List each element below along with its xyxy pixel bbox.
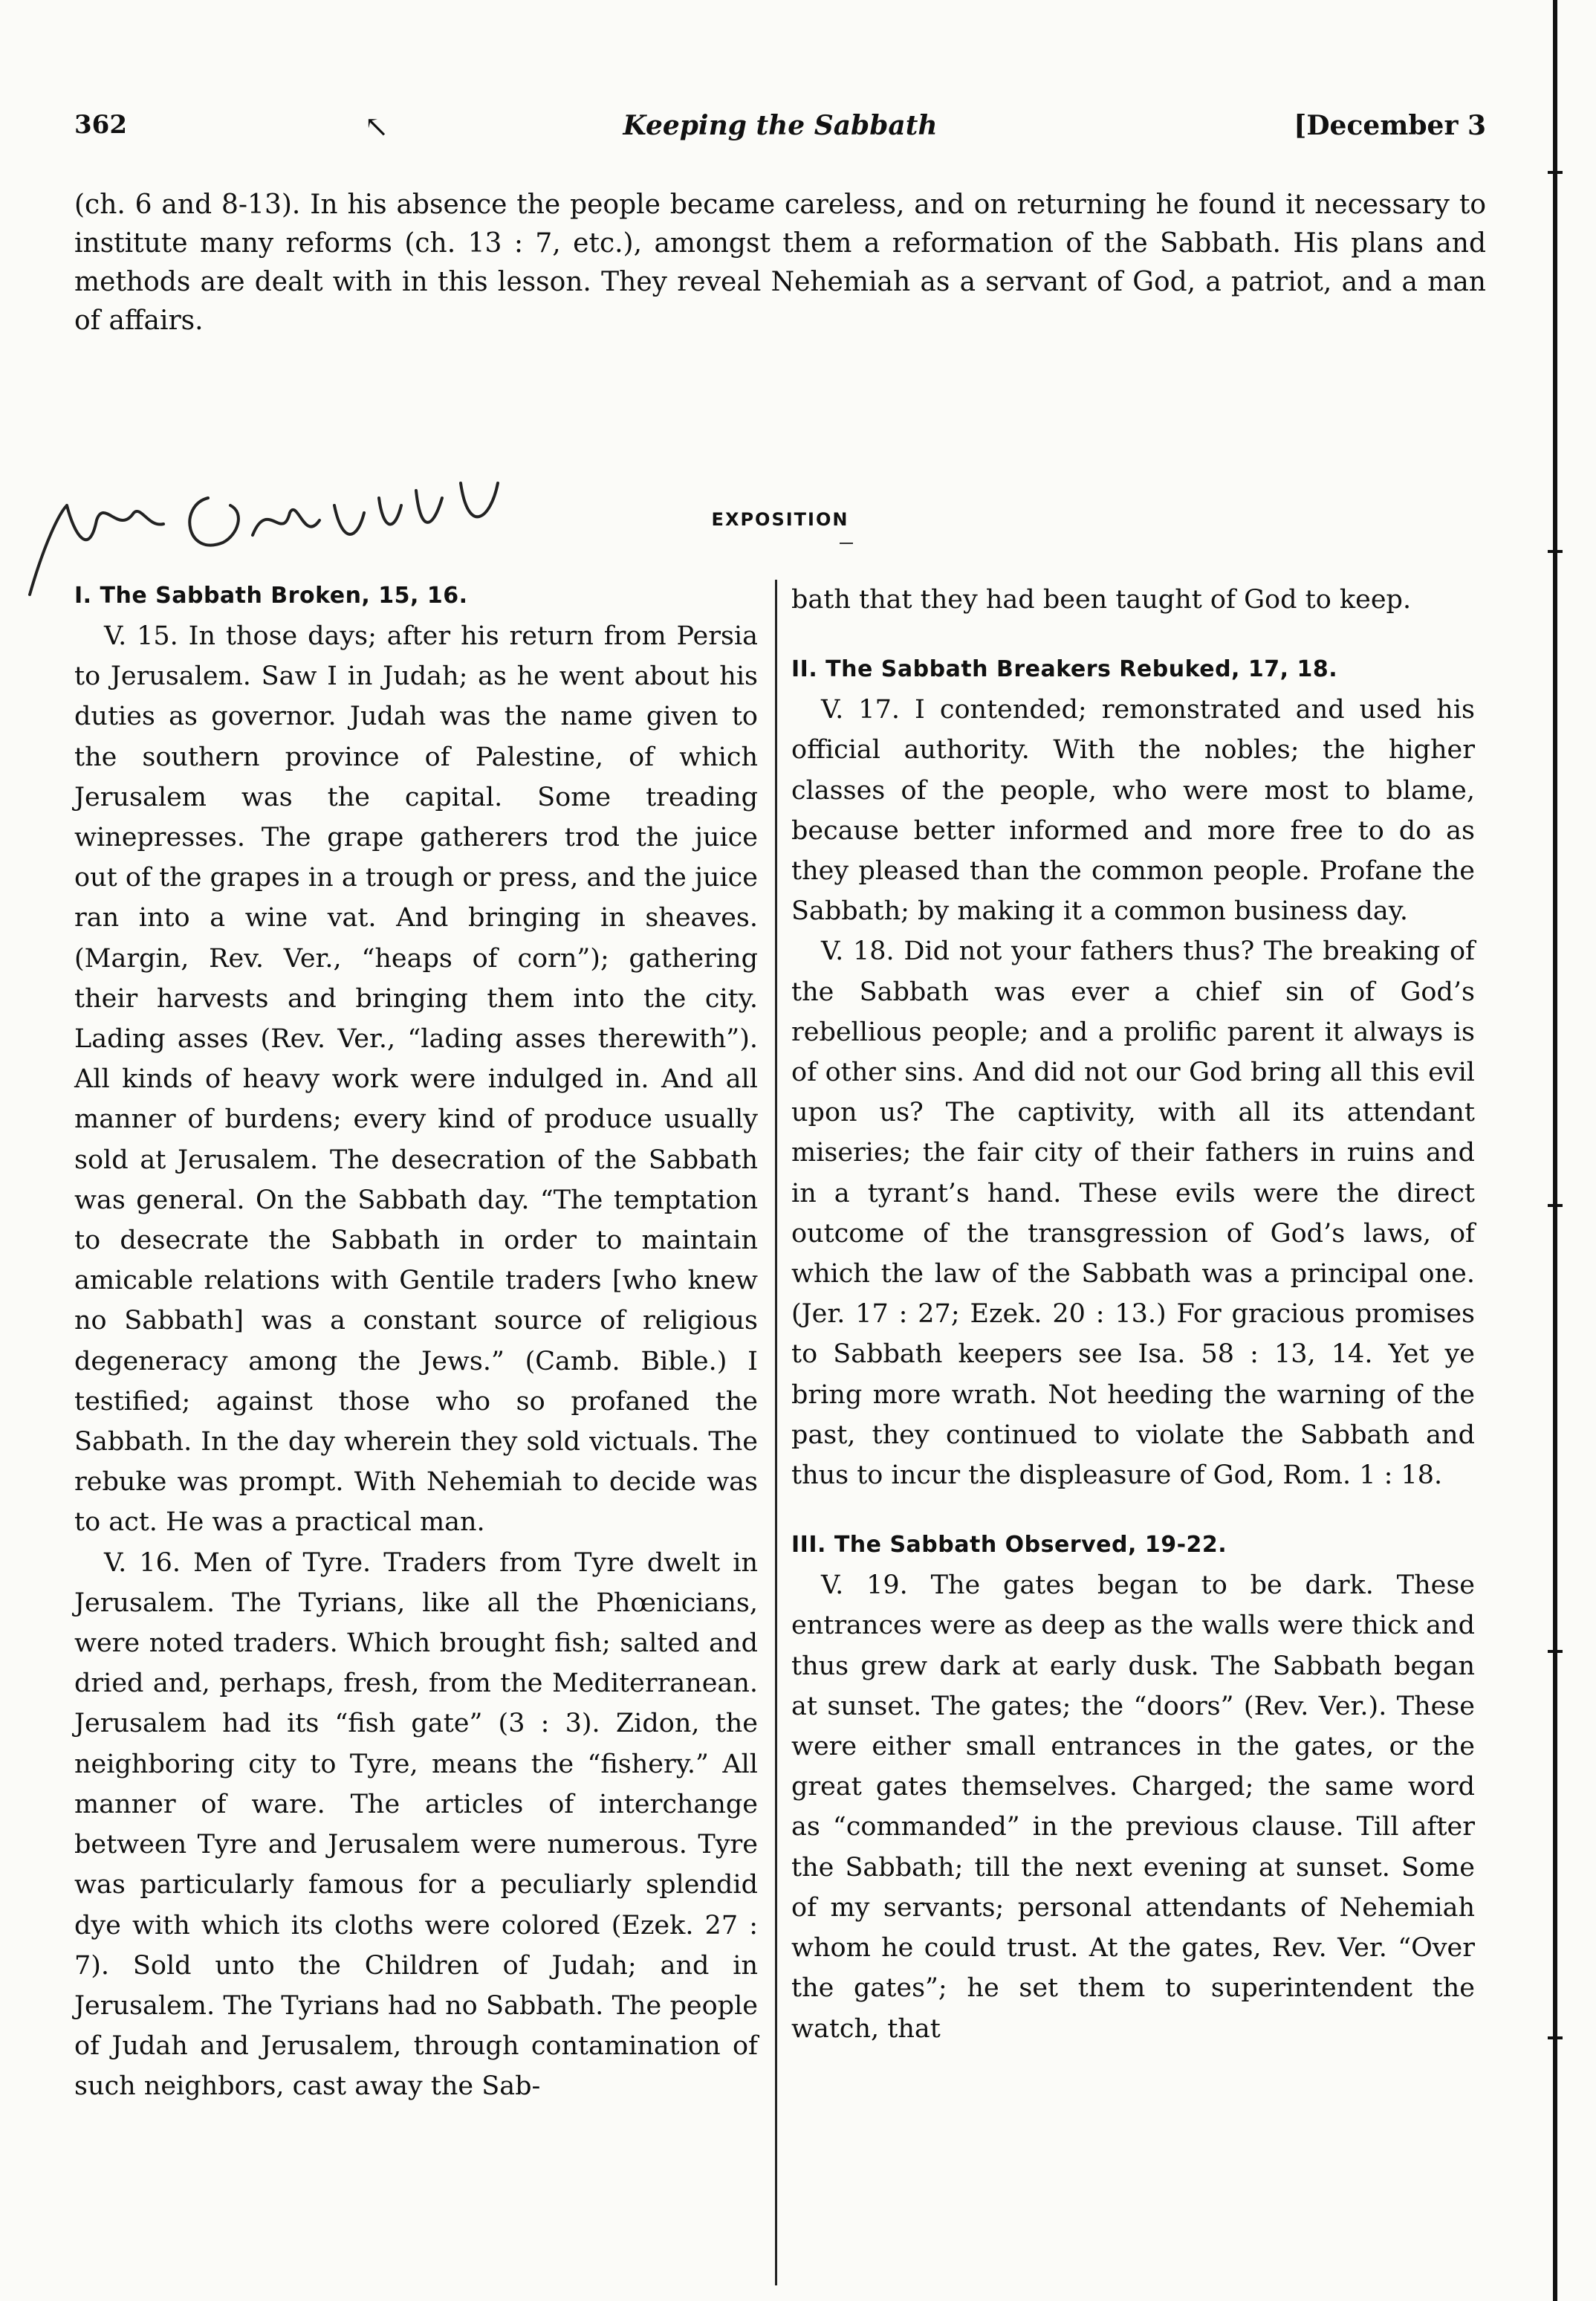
edge-tick	[1548, 550, 1563, 553]
heading-sabbath-broken: I. The Sabbath Broken, 15, 16.	[74, 583, 468, 609]
running-date: [December 3	[1294, 110, 1486, 141]
edge-tick	[1548, 1650, 1563, 1653]
heading-rule	[840, 543, 853, 544]
right-column	[791, 580, 1475, 2049]
intro-paragraph	[74, 186, 1486, 340]
paragraph-v18: V. 18. Did not your fathers thus? The breaking of the Sabbath was ever a chief sin of God’s rebellious people; and a prolific parent it always is of other sins. And did not our God bring all this evil upon us? The captivity, with all its attendant miseries; the fair city of their fathers in ruins and in a tyrant’s hand. These evils were the direct outcome of the transgression of God’s laws, of which the law of the Sabbath was a principal one. (Jer. 17 : 27; Ezek. 20 : 13.) For gracious promises to Sabbath keepers see Isa. 58 : 13, 14. Yet ye bring more wrath. Not heeding the warning of the past, they continued to violate the Sabbath and thus to incur the displeasure of God, Rom. 1 : 18.	[791, 936, 1475, 1491]
continuation-text: bath that they had been taught of God to keep.	[791, 585, 1412, 615]
column-divider	[775, 580, 777, 2285]
spacer	[791, 1495, 1475, 1525]
binding-edge	[1553, 0, 1557, 2301]
section-heading-exposition: EXPOSITION	[711, 509, 849, 530]
edge-tick	[1548, 171, 1563, 174]
book-page	[74, 104, 1486, 2274]
spacer	[791, 620, 1475, 650]
ink-mark: ↖	[364, 110, 389, 144]
running-header	[74, 104, 1486, 149]
heading-sabbath-breakers-rebuked: II. The Sabbath Breakers Rebuked, 17, 18.	[791, 656, 1338, 683]
paragraph-v16: V. 16. Men of Tyre. Traders from Tyre dwelt in Jerusalem. The Tyrians, like all the Phœnicians, were noted traders. Which brought fish; salted and dried and, perhaps, fresh, from the Mediterranean. Jerusalem had its “fish gate” (3 : 3). Zidon, the neighboring city to Tyre, means the “fishery.” All manner of ware. The articles of interchange between Tyre and Jerusalem were numerous. Tyre was particularly famous for a peculiarly splendid dye with which its cloths were colored (Ezek. 27 : 7). Sold unto the Children of Judah; and in Jerusalem. The Tyrians had no Sabbath. The people of Judah and Jerusalem, through contamination of such neighbors, cast away the Sab-	[74, 1547, 758, 2102]
left-column	[74, 576, 758, 2107]
heading-sabbath-observed: III. The Sabbath Observed, 19-22.	[791, 1532, 1227, 1559]
edge-tick	[1548, 1204, 1563, 1207]
intro-text: (ch. 6 and 8-13). In his absence the people became careless, and on returning he found it necessary to institute many reforms (ch. 13 : 7, etc.), amongst them a reformation of the Sabbath. His plans and methods are dealt with in this lesson. They reveal Nehemiah as a servant of God, a patriot, and a man of affairs.	[74, 190, 1486, 336]
paragraph-v15: V. 15. In those days; after his return from Persia to Jerusalem. Saw I in Judah; as he went about his duties as governor. Judah was the name given to the southern province of Palestine, of which Jerusalem was the capital. Some treading winepresses. The grape gatherers trod the juice out of the grapes in a trough or press, and the juice ran into a wine vat. And bringing in sheaves. (Margin, Rev. Ver., “heaps of corn”); gathering their harvests and bringing them into the city. Lading asses (Rev. Ver., “lading asses therewith”). All kinds of heavy work were indulged in. And all manner of burdens; every kind of produce usually sold at Jerusalem. The desecration of the Sabbath was general. On the Sabbath day. “The temptation to desecrate the Sabbath in order to maintain amicable relations with Gentile traders [who knew no Sabbath] was a constant source of religious degeneracy among the Jews.” (Camb. Bible.) I testified; against those who so profaned the Sabbath. In the day wherein they sold victuals. The rebuke was prompt. With Nehemiah to decide was to act. He was a practical man.	[74, 621, 758, 1538]
paragraph-v19: V. 19. The gates began to be dark. These entrances were as deep as the walls were thick and thus grew dark at early dusk. The Sabbath began at sunset. The gates; the “doors” (Rev. Ver.). These were either small entrances in the gates, or the great gates themselves. Charged; the same word as “commanded” in the previous clause. Till after the Sabbath; till the next evening at sunset. Some of my servants; personal attendants of Nehemiah whom he could trust. At the gates, Rev. Ver. “Over the gates”; he set them to superintendent the watch, that	[791, 1570, 1475, 2044]
running-title: Keeping the Sabbath	[623, 110, 938, 141]
paragraph-v17: V. 17. I contended; remonstrated and used his official authority. With the nobles; the higher classes of the people, who were most to blame, because better informed and more free to do as they pleased than the common people. Profane the Sabbath; by making it a common business day.	[791, 695, 1475, 927]
edge-tick	[1548, 2036, 1563, 2039]
page-number: 362	[74, 110, 127, 140]
